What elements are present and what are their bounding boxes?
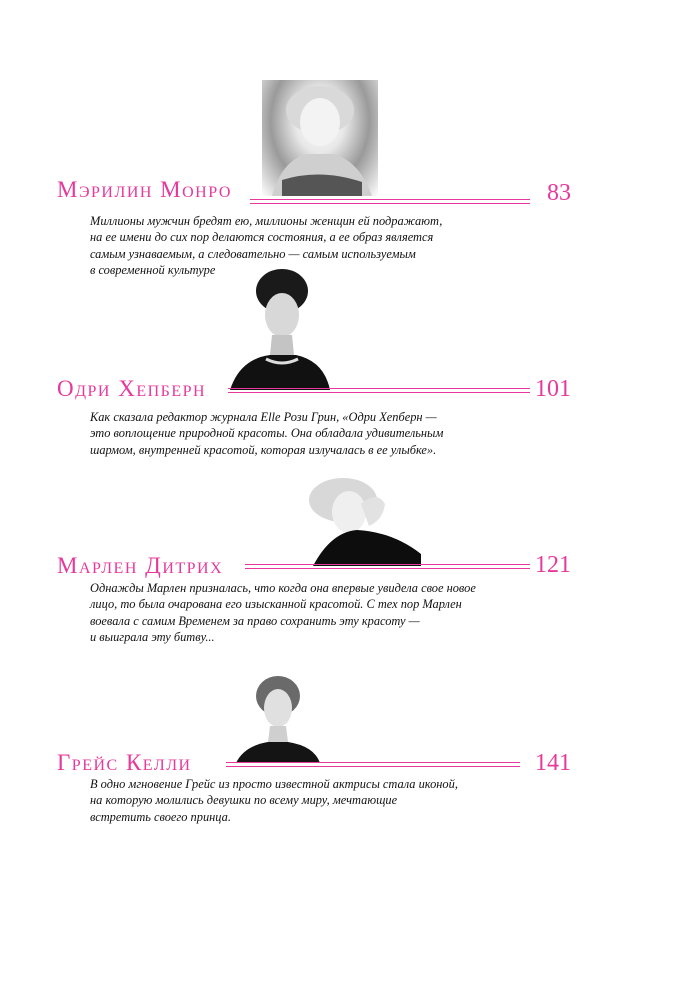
- description-line: Как сказала редактор журнала Elle Рози Грин, «Одри Хепберн —: [90, 410, 437, 424]
- entry-description: [90, 409, 510, 458]
- divider-rule: [226, 762, 520, 763]
- entry-description: [90, 776, 510, 825]
- entry-name: Марлен Дитрих: [57, 553, 224, 578]
- divider-rule: [250, 199, 530, 200]
- marilyn-monroe-portrait: [262, 80, 378, 196]
- description-line: встретить своего принца.: [90, 809, 231, 824]
- description-line: Миллионы мужчин бредят ею, миллионы женщин ей подражают,: [90, 214, 443, 228]
- entry-name: Одри Хепберн: [57, 376, 207, 401]
- divider-rule: [228, 388, 530, 389]
- description-line: шармом, внутренней красотой, которая излучалась в ее улыбке».: [90, 442, 437, 457]
- entry-description: [90, 580, 510, 646]
- entry-name: Грейс Келли: [57, 750, 192, 775]
- page-number: 83: [547, 180, 571, 206]
- description-line: в современной культуре: [90, 263, 216, 278]
- description-line: В одно мгновение Грейс из просто известной актрисы стала иконой,: [90, 777, 458, 791]
- description-line: на ее имени до сих пор делаются состояния, а ее образ является: [90, 230, 434, 245]
- page-number: 101: [535, 376, 571, 402]
- description-line: и выиграла эту битву...: [90, 630, 215, 645]
- marlene-dietrich-portrait: [273, 474, 421, 566]
- description-line: это воплощение природной красоты. Она обладала удивительным: [90, 426, 444, 441]
- description-line: на которую молились девушки по всему миру, мечтающие: [90, 793, 398, 808]
- description-line: самым узнаваемым, а следовательно — самым используемым: [90, 246, 416, 261]
- description-line: Однажды Марлен призналась, что когда она впервые увидела свое новое: [90, 581, 476, 595]
- divider-rule: [245, 564, 530, 565]
- entry-name: Мэрилин Монро: [57, 177, 232, 202]
- description-line: воевала с самим Временем за право сохранить эту красоту —: [90, 613, 420, 628]
- page-number: 141: [535, 750, 571, 776]
- page-number: 121: [535, 552, 571, 578]
- description-line: лицо, то была очарована его изысканной красотой. С тех пор Марлен: [90, 597, 462, 612]
- grace-kelly-portrait: [236, 670, 320, 763]
- audrey-hepburn-portrait: [230, 263, 330, 390]
